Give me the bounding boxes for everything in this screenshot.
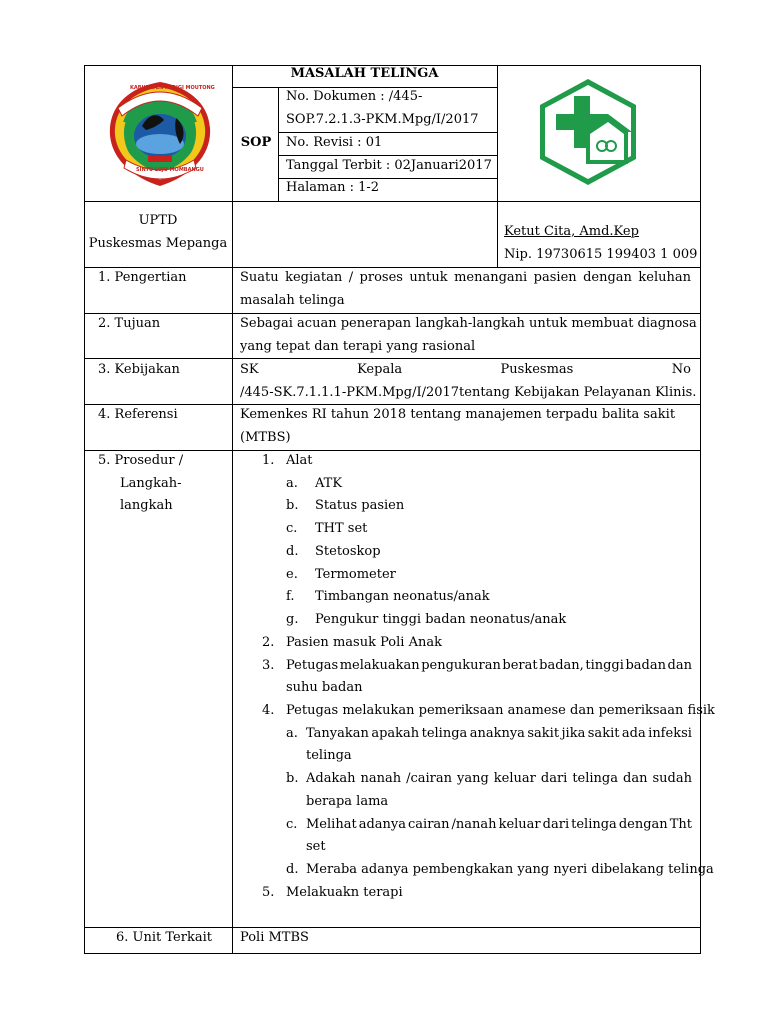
page-number: Halaman : 1-2: [286, 180, 380, 195]
kebijakan-label: 3. Kebijakan: [98, 362, 180, 377]
step-5-number: 5.: [262, 885, 275, 900]
alat-b-letter: b.: [286, 498, 299, 513]
alat-a-text: ATK: [315, 476, 343, 491]
alat-d-text: Stetoskop: [315, 544, 381, 559]
step-4b-line1: Adakah nanah /cairan yang keluar dari telinga dan sudah: [306, 771, 692, 786]
signer-nip: Nip. 19730615 199403 1 009: [504, 247, 698, 262]
revision-number: No. Revisi : 01: [286, 135, 383, 150]
alat-f-letter: f.: [286, 589, 295, 604]
step-1-number: 1.: [262, 453, 275, 468]
step-4-number: 4.: [262, 703, 275, 718]
step-1-text: Alat: [286, 453, 313, 468]
step-3-line1: Petugas melakuakan pengukuran berat badan, tinggi badan dan: [286, 658, 692, 673]
pengertian-line2: masalah telinga: [240, 293, 345, 308]
unit-terkait-value: Poli MTBS: [240, 930, 309, 945]
prosedur-label-line2: Langkah-: [120, 476, 182, 491]
step-4b-letter: b.: [286, 771, 299, 786]
step-4c-line2: set: [306, 839, 326, 854]
emblem-bottom-text: SINTU LUJU MOMBANGU: [136, 167, 204, 173]
issue-date: Tanggal Terbit : 02Januari2017: [286, 158, 492, 173]
step-4a-letter: a.: [286, 726, 298, 741]
unit-terkait-label: 6. Unit Terkait: [116, 930, 212, 945]
step-4b-line2: berapa lama: [306, 794, 389, 809]
document-number-line1: No. Dokumen : /445-: [286, 89, 423, 104]
step-4d-text: Meraba adanya pembengkakan yang nyeri dibelakang telinga: [306, 862, 714, 877]
signer-name: Ketut Cita, Amd.Kep: [504, 224, 639, 239]
pengertian-label: 1. Pengertian: [98, 270, 187, 285]
prosedur-label-line3: langkah: [120, 498, 173, 513]
alat-f-text: Timbangan neonatus/anak: [315, 589, 490, 604]
referensi-line1: Kemenkes RI tahun 2018 tentang manajemen terpadu balita sakit: [240, 407, 676, 422]
step-5-text: Melakuakn terapi: [286, 885, 403, 900]
alat-c-letter: c.: [286, 521, 298, 536]
kebijakan-line1: SK Kepala Puskesmas No: [240, 362, 691, 377]
step-4c-line1: Melihat adanya cairan /nanah keluar dari telinga dengan Tht: [306, 817, 692, 832]
sop-label: SOP: [240, 135, 272, 150]
tujuan-line2: yang tepat dan terapi yang rasional: [240, 339, 476, 354]
emblem-top-text: KABUPATEN PARIGI MOUTONG: [130, 85, 215, 91]
document-number-line2: SOP.7.2.1.3-PKM.Mpg/I/2017: [286, 112, 479, 127]
alat-b-text: Status pasien: [315, 498, 405, 513]
alat-e-letter: e.: [286, 567, 298, 582]
tujuan-label: 2. Tujuan: [98, 316, 161, 331]
prosedur-label-line1: 5. Prosedur /: [98, 453, 184, 468]
step-2-text: Pasien masuk Poli Anak: [286, 635, 442, 650]
alat-d-letter: d.: [286, 544, 299, 559]
step-3-number: 3.: [262, 658, 275, 673]
kebijakan-line2: /445-SK.7.1.1.1-PKM.Mpg/I/2017tentang Kebijakan Pelayanan Klinis.: [240, 385, 697, 400]
step-2-number: 2.: [262, 635, 275, 650]
puskesmas-logo: [532, 76, 644, 188]
tujuan-line1: Sebagai acuan penerapan langkah-langkah untuk membuat diagnosa: [240, 316, 697, 331]
regency-emblem-logo: [104, 78, 216, 190]
step-4-text: Petugas melakukan pemeriksaan anamese dan pemeriksaan fisik: [286, 703, 715, 718]
document-title: MASALAH TELINGA: [290, 66, 439, 81]
step-3-line2: suhu badan: [286, 680, 363, 695]
unit-name-line2: Puskesmas Mepanga: [88, 236, 228, 251]
alat-a-letter: a.: [286, 476, 298, 491]
step-4d-letter: d.: [286, 862, 299, 877]
alat-g-text: Pengukur tinggi badan neonatus/anak: [315, 612, 567, 627]
unit-name-line1: UPTD: [138, 213, 178, 228]
alat-g-letter: g.: [286, 612, 299, 627]
alat-c-text: THT set: [315, 521, 368, 536]
step-4c-letter: c.: [286, 817, 298, 832]
alat-e-text: Termometer: [315, 567, 396, 582]
pengertian-line1: Suatu kegiatan / proses untuk menangani pasien dengan keluhan: [240, 270, 691, 285]
step-4a-line1: Tanyakan apakah telinga anaknya sakit jika sakit ada infeksi: [306, 726, 692, 741]
referensi-label: 4. Referensi: [98, 407, 178, 422]
referensi-line2: (MTBS): [240, 430, 291, 445]
step-4a-line2: telinga: [306, 748, 352, 763]
